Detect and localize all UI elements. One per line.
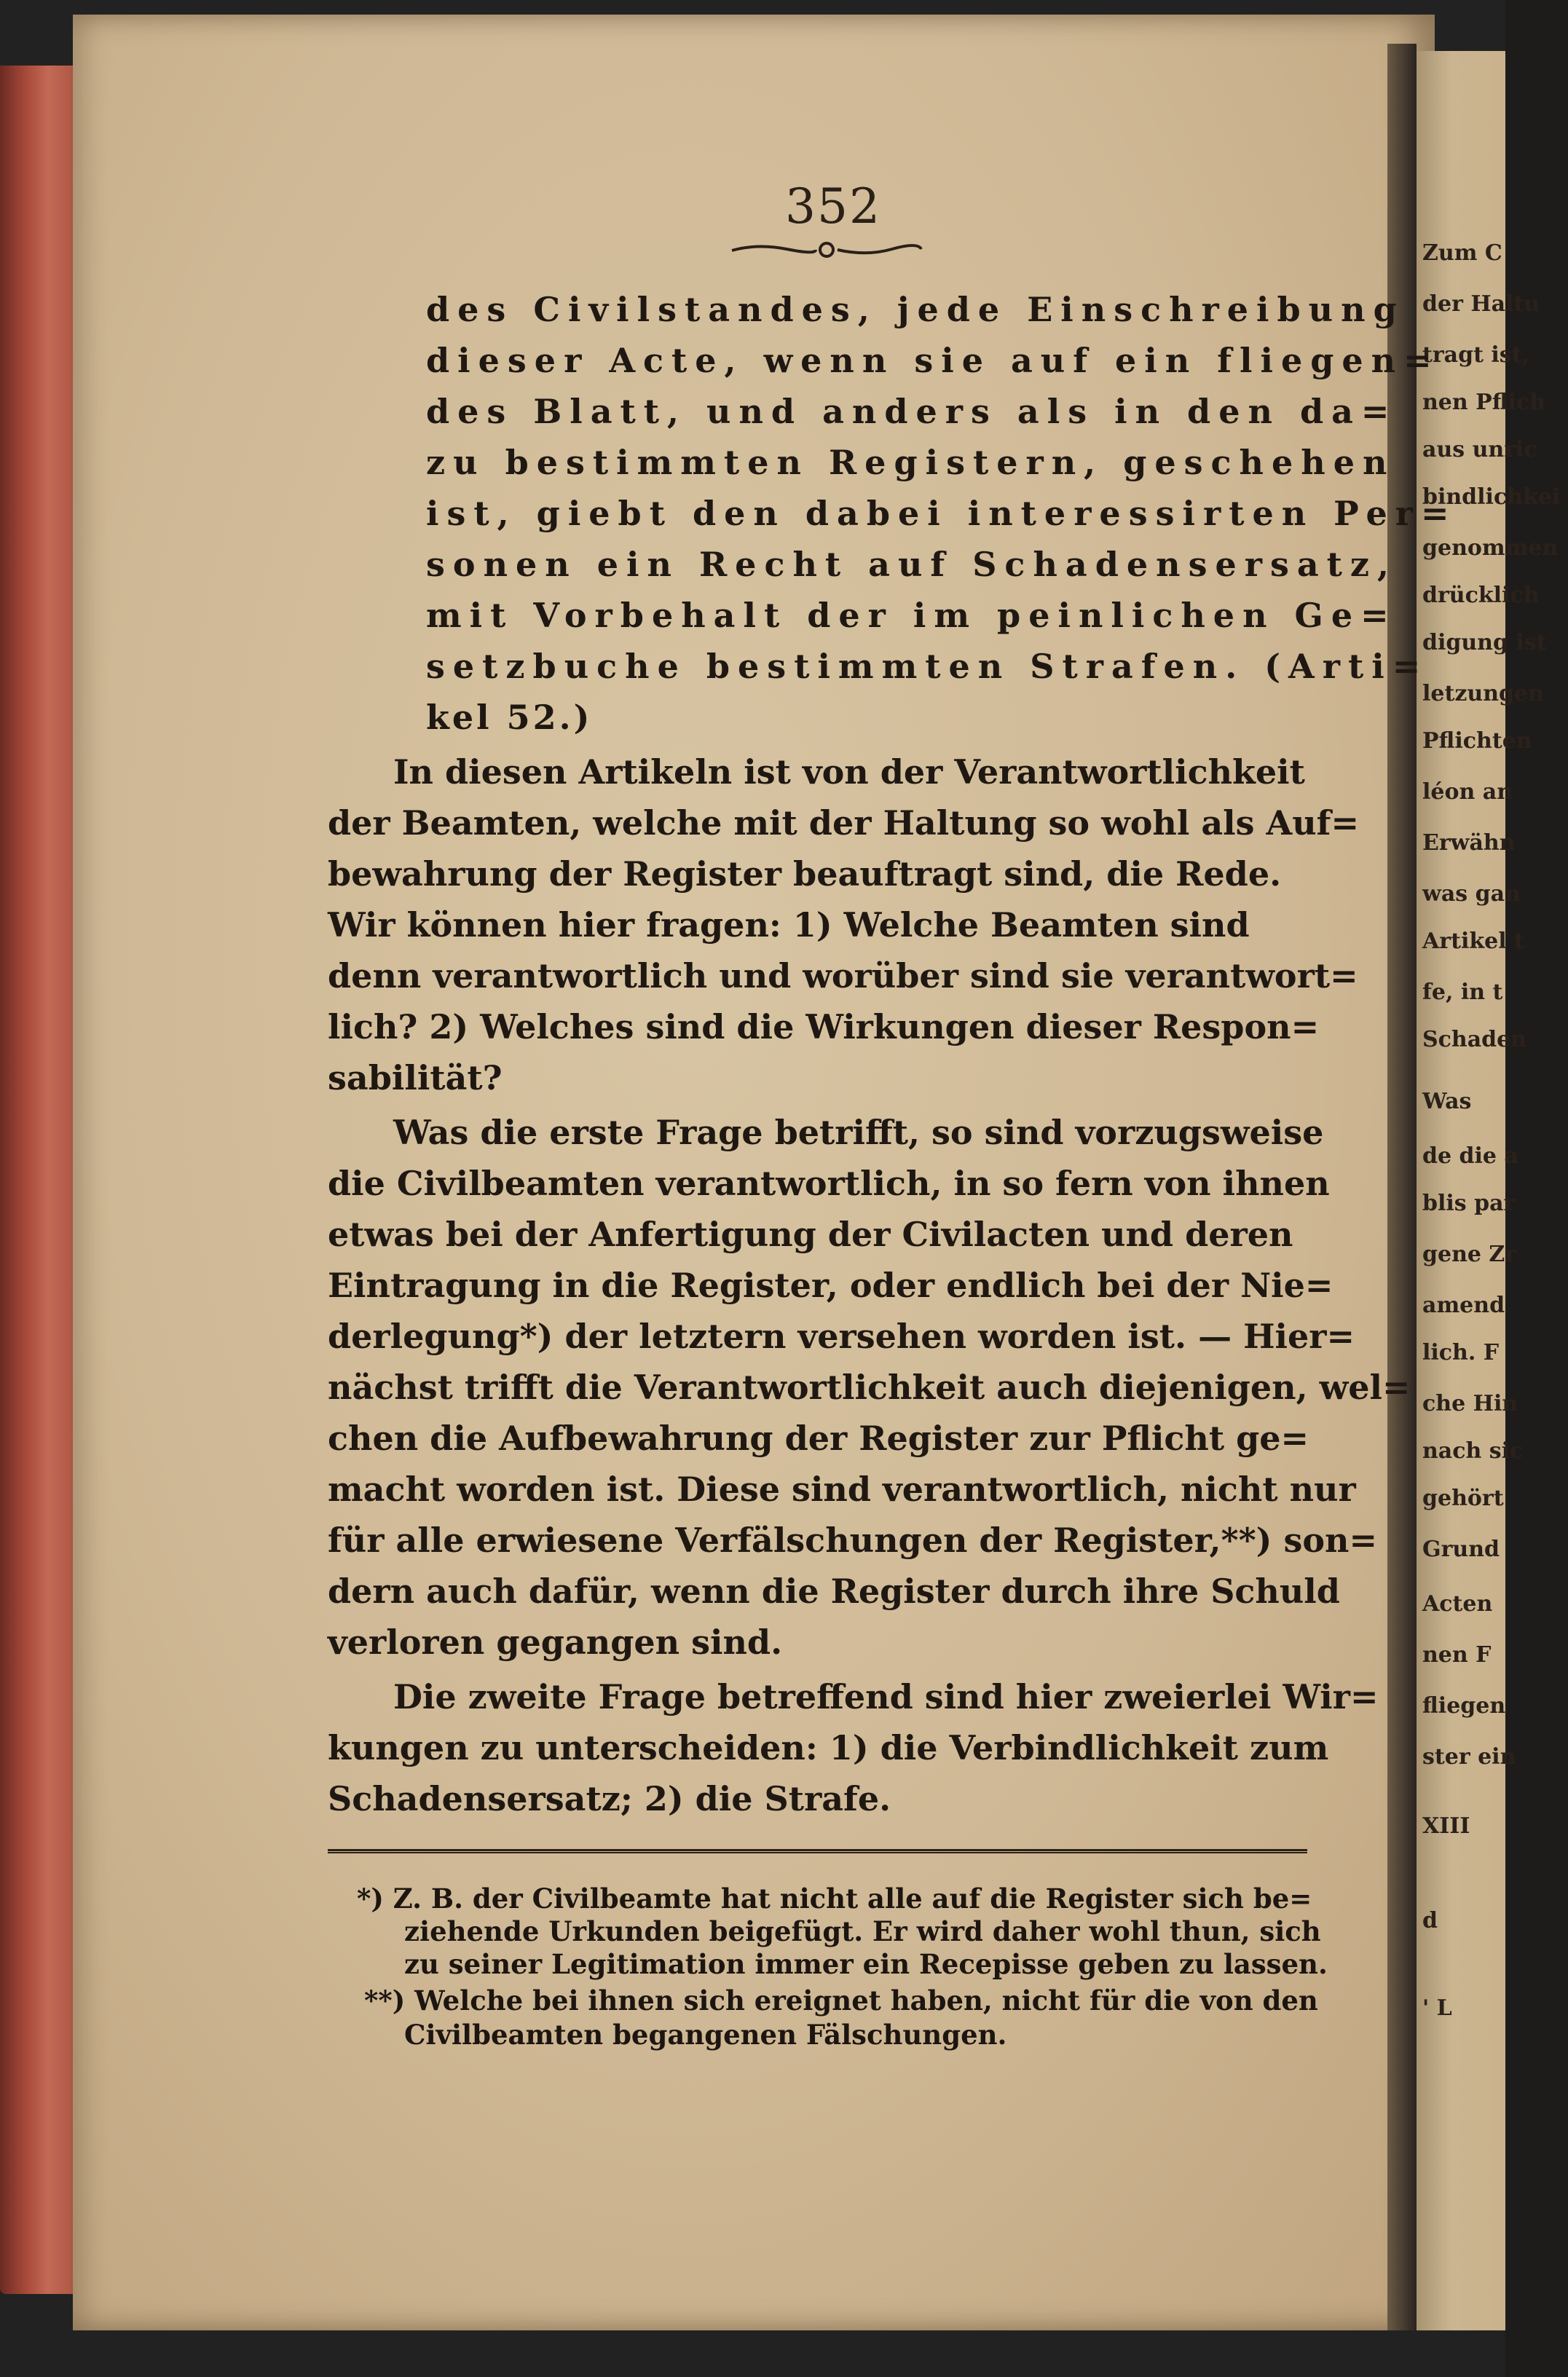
facing-page-text: Artikel t	[1422, 929, 1524, 954]
text-line: Was die erste Frage betrifft, so sind vorzugsweise	[393, 1113, 1324, 1152]
facing-page-text: de die a	[1422, 1143, 1518, 1169]
facing-page-fragment	[1417, 51, 1561, 2330]
text-line: Eintragung in die Register, oder endlich bei der Nie=	[328, 1266, 1333, 1305]
text-line: macht worden ist. Diese sind verantwortlich, nicht nur	[328, 1470, 1356, 1509]
facing-page-text: was gan	[1422, 881, 1521, 907]
facing-page-text: XIII	[1422, 1813, 1470, 1839]
facing-page-text: drücklich	[1422, 583, 1540, 608]
footnote-separator	[328, 1848, 1307, 1854]
text-line: setzbuche bestimmten Strafen. (Arti=	[426, 647, 1429, 686]
facing-page-text: blis par	[1422, 1191, 1516, 1216]
facing-page-text: Pflichten	[1422, 728, 1532, 754]
facing-page-text: d	[1422, 1908, 1438, 1933]
facing-page-text: letzungen	[1422, 681, 1544, 706]
text-line: nächst trifft die Verantwortlichkeit auch diejenigen, wel=	[328, 1368, 1411, 1407]
text-line: der Beamten, welche mit der Haltung so wohl als Auf=	[328, 803, 1359, 843]
text-line: Schadensersatz; 2) die Strafe.	[328, 1779, 891, 1818]
facing-page-text: gehört	[1422, 1486, 1504, 1511]
facing-page-text: lich. F	[1422, 1340, 1500, 1365]
facing-page-text: gene Zr	[1422, 1242, 1517, 1267]
facing-page-text: Was	[1422, 1089, 1472, 1114]
text-line: zu bestimmten Registern, geschehen	[426, 443, 1395, 482]
text-line: chen die Aufbewahrung der Register zur Pflicht ge=	[328, 1419, 1309, 1458]
facing-page-text: Acten	[1422, 1591, 1493, 1617]
text-line: Die zweite Frage betreffend sind hier zweierlei Wir=	[393, 1677, 1379, 1716]
text-line: derlegung*) der letztern versehen worden ist. — Hier=	[328, 1317, 1355, 1356]
text-line: sonen ein Recht auf Schadensersatz,	[426, 545, 1398, 584]
text-line: die Civilbeamten verantwortlich, in so fern von ihnen	[328, 1164, 1330, 1203]
text-line: bewahrung der Register beauftragt sind, die Rede.	[328, 854, 1282, 894]
facing-page-text: tragt ist,	[1422, 342, 1529, 368]
text-line: dieser Acte, wenn sie auf ein fliegen=	[426, 341, 1440, 380]
text-line: ist, giebt den dabei interessirten Per=	[426, 494, 1457, 533]
facing-page-text: Erwähn	[1422, 830, 1516, 856]
footnote-line: Civilbeamten begangenen Fälschungen.	[404, 2019, 1007, 2051]
text-line: sabilität?	[328, 1058, 503, 1097]
text-line: Wir können hier fragen: 1) Welche Beamten sind	[328, 905, 1250, 945]
text-line: des Blatt, und anders als in den da=	[426, 392, 1398, 431]
facing-page-text: bindlichkei	[1422, 484, 1561, 510]
facing-page-text: ' L	[1422, 1995, 1452, 2021]
footnote-line: zu seiner Legitimation immer ein Recepisse geben zu lassen.	[404, 1948, 1328, 1980]
facing-page-text: Schaden	[1422, 1027, 1527, 1052]
facing-page-text: fe, in t	[1422, 979, 1503, 1005]
facing-page-text: Grund	[1422, 1537, 1500, 1562]
text-line: verloren gegangen sind.	[328, 1623, 783, 1662]
text-line: für alle erwiesene Verfälschungen der Register,**) son=	[328, 1521, 1378, 1560]
footnote-line: *) Z. B. der Civilbeamte hat nicht alle auf die Register sich be=	[357, 1883, 1312, 1915]
facing-page-text: aus unric	[1422, 437, 1537, 462]
text-line: lich? 2) Welches sind die Wirkungen dieser Respon=	[328, 1007, 1320, 1046]
footnote-line: **) Welche bei ihnen sich ereignet haben, nicht für die von den	[364, 1984, 1318, 2017]
ornament-divider	[728, 240, 925, 259]
text-line: etwas bei der Anfertigung der Civilacten und deren	[328, 1215, 1293, 1254]
page-number: 352	[785, 178, 881, 234]
text-line: kungen zu unterscheiden: 1) die Verbindlichkeit zum	[328, 1728, 1329, 1767]
text-line: mit Vorbehalt der im peinlichen Ge=	[426, 596, 1397, 635]
text-line: des Civilstandes, jede Einschreibung	[426, 290, 1405, 329]
facing-page-text: Zum C	[1422, 240, 1502, 266]
facing-page-text: amend	[1422, 1293, 1505, 1318]
facing-page-text: nen F	[1422, 1642, 1492, 1668]
text-line: denn verantwortlich und worüber sind sie verantwort=	[328, 956, 1358, 996]
footnote-line: ziehende Urkunden beigefügt. Er wird daher wohl thun, sich	[404, 1915, 1321, 1947]
facing-page-text: digung ist	[1422, 630, 1547, 655]
book-gutter	[1387, 44, 1417, 2330]
text-line: In diesen Artikeln ist von der Verantwortlichkeit	[393, 752, 1305, 792]
facing-page-text: ster ein	[1422, 1744, 1516, 1770]
facing-page-text: che Hin	[1422, 1391, 1518, 1416]
facing-page-text: genommen	[1422, 535, 1559, 561]
facing-page-text: léon an	[1422, 779, 1513, 805]
text-line: kel 52.)	[426, 698, 593, 737]
facing-page-text: fliegen	[1422, 1693, 1506, 1719]
facing-page-text: nach sic	[1422, 1438, 1524, 1464]
facing-page-text: der Haltu	[1422, 291, 1540, 317]
facing-page-text: nen Pflich	[1422, 390, 1545, 415]
text-line: dern auch dafür, wenn die Register durch ihre Schuld	[328, 1572, 1340, 1611]
